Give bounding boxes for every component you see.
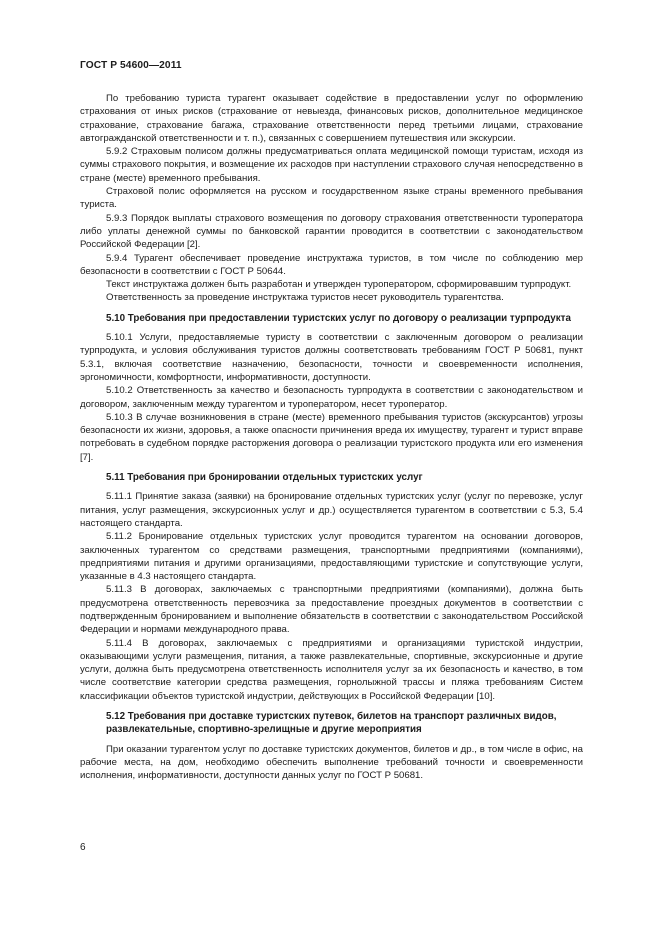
- paragraph-5-10-1: 5.10.1 Услуги, предоставляемые туристу в соответствии с заключенным договором о реализации турпродукта, и условия обслуживания туристов должны соответствовать требованиям ГОСТ Р 50681, пункт 5.3.1, включая соответствие назначению, безопасности, точности и своевременности исполнения, эргономичности, комфортности, информативности, доступности.: [80, 332, 583, 383]
- paragraph-instruction-responsibility: Ответственность за проведение инструктажа туристов несет руководитель турагентства.: [106, 292, 504, 304]
- paragraph-5-11-2: 5.11.2 Бронирование отдельных туристских услуг проводится турагентом на основании договоров, заключенных турагентом со средствами размещения, транспортными предприятиями (компаниями), предприятиями питания и другими организациями, предоставляющими туристские и сопутствующие услуги, указанные в 4.3 настоящего стандарта.: [80, 531, 583, 583]
- paragraph-5-9-4: 5.9.4 Турагент обеспечивает проведение инструктажа туристов, в том числе по соблюдению мер безопасности в соответствии с ГОСТ Р 50644.: [80, 252, 583, 277]
- paragraph-5-11-3: 5.11.3 В договорах, заключаемых с транспортными предприятиями (компаниями), должна быть предусмотрена ответственность перевозчика за предоставление проездных документов в соответствии с подтвержденным бронированием и выполнение обязательств в соответствии с законодательством Российской Федерации и нормами международного права.: [80, 584, 583, 636]
- paragraph-5-9-3: 5.9.3 Порядок выплаты страхового возмещения по договору страхования ответственности туроператора либо уплаты денежной суммы по банковской гарантии проводится в соответствии с законодательством Российской Федерации [2].: [80, 212, 583, 251]
- paragraph-5-9-2: 5.9.2 Страховым полисом должны предусматриваться оплата медицинской помощи туристам, исходя из суммы страхового покрытия, и возмещение их расходов при наступлении страхового случая непосредственно в стране (месте) временного пребывания.: [80, 146, 583, 184]
- document-body: [80, 92, 583, 783]
- paragraph-instruction-text: Текст инструктажа должен быть разработан и утвержден туроператором, сформировавшим турпродукт.: [106, 279, 572, 291]
- paragraph-5-11-4: 5.11.4 В договорах, заключаемых с предприятиями и организациями туристской индустрии, оказывающими услуги размещения, питания, а также развлекательные, спортивные, экскурсионные и другие услуги, должна быть предусмотрена ответственность исполнителя услуг за их безопасность и качество, в том числе соответствие категории средства размещения, горнолыжной трассы и пляжа требованиям Систем классификации объектов туристской индустрии, действующих в Российской Федерации [10].: [80, 637, 583, 702]
- page-number: 6: [80, 842, 86, 853]
- paragraph-5-10-2: 5.10.2 Ответственность за качество и безопасность турпродукта в соответствии с законодательством и договором, заключенным между турагентом и туроператором, несет туроператор.: [80, 385, 583, 410]
- paragraph-document-delivery: При оказании турагентом услуг по доставке туристских документов, билетов и др., в том числе в офис, на рабочие места, на дом, необходимо обеспечить выполнение требований точности и своевременности исполнения, информативности, доступности данных услуг по ГОСТ Р 50681.: [80, 743, 583, 782]
- paragraph-insurance-other-risks: По требованию туриста турагент оказывает содействие в предоставлении услуг по оформлению страхования от иных рисков (страхование от невыезда, финансовых рисков, дополнительное медицинское страхование, страхование багажа, страхование ответственности перед третьими лицами, страхование автогражданской ответственности и т. п.), связанных с совершением путешествия или экскурсии.: [80, 93, 583, 144]
- section-heading-5-12: 5.12 Требования при доставке туристских путевок, билетов на транспорт различных видов, развлекательные, спортивно-зрелищные и другие мероприятия: [106, 711, 557, 736]
- section-heading-5-10: 5.10 Требования при предоставлении туристских услуг по договору о реализации турпродукта: [106, 312, 571, 324]
- section-heading-5-11: 5.11 Требования при бронировании отдельных туристских услуг: [106, 472, 423, 484]
- paragraph-insurance-policy-language: Страховой полис оформляется на русском и государственном языке страны временного пребывания туриста.: [80, 186, 583, 211]
- standard-designation: ГОСТ Р 54600—2011: [80, 60, 182, 71]
- paragraph-5-11-1: 5.11.1 Принятие заказа (заявки) на бронирование отдельных туристских услуг (услуг по перевозке, услуг питания, услуг размещения, экскурсионных услуг и др.) осуществляется турагентом в соответствии с 5.3, 5.4 настоящего стандарта.: [80, 491, 583, 529]
- paragraph-5-10-3: 5.10.3 В случае возникновения в стране (месте) временного пребывания туристов (экскурсантов) угрозы безопасности их жизни, здоровья, а также опасности причинения вреда их имуществу, турагент и турист вправе потребовать в судебном порядке расторжения договора о реализации туристского продукта или его изменения [7].: [80, 411, 583, 463]
